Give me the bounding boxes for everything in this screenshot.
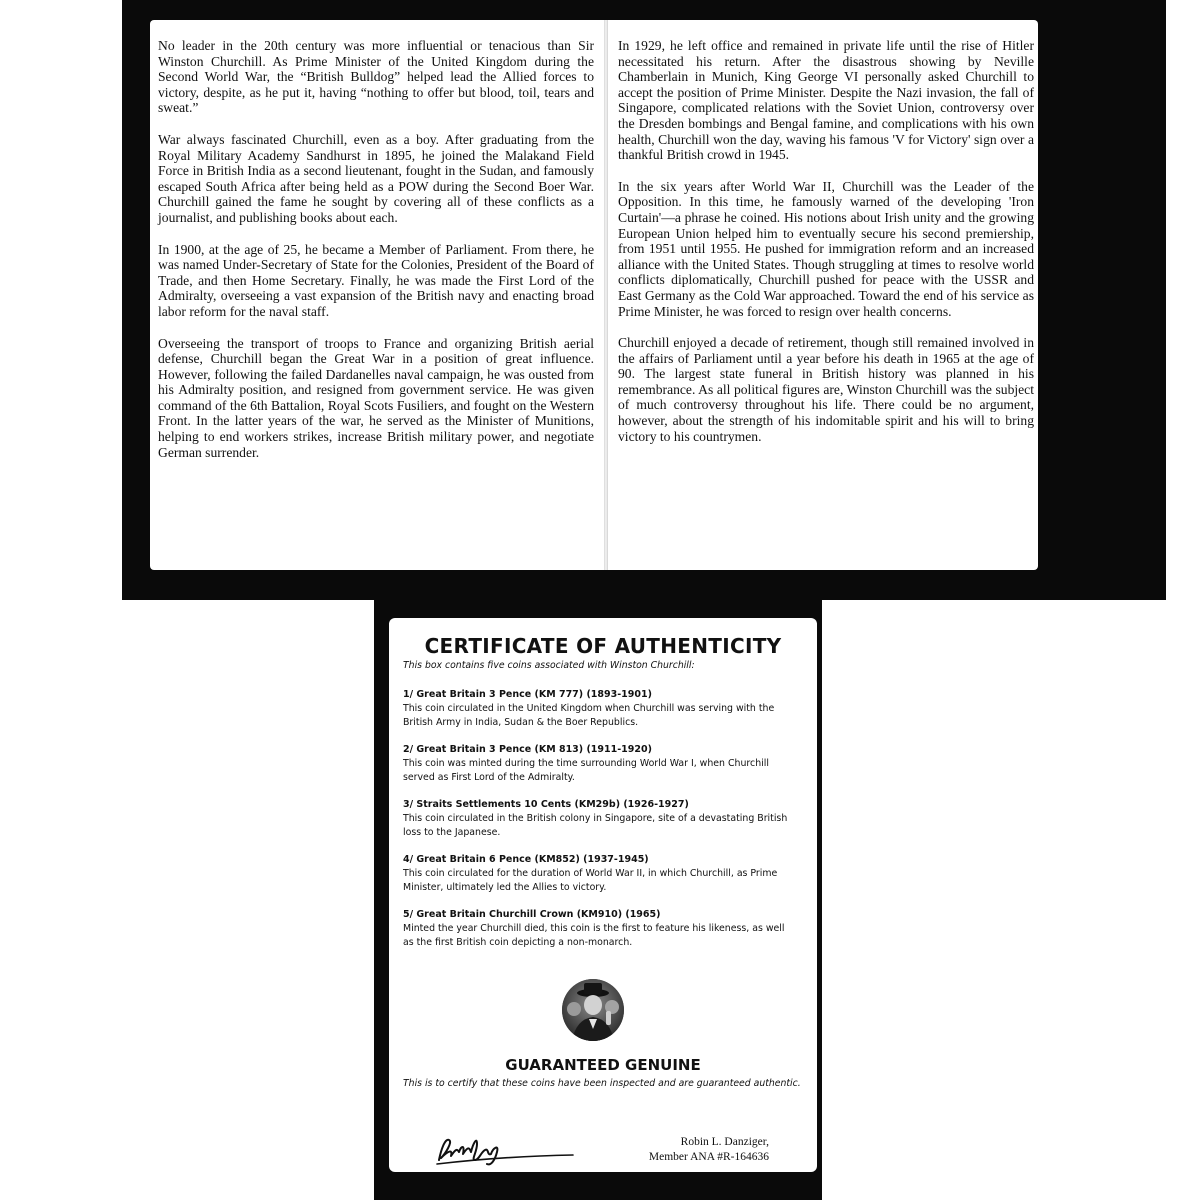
biography-paragraph: In 1929, he left office and remained in private life until the rise of Hitler necessitated his return. After the disastrous showing by Neville Chamberlain in Munich, King George VI personally asked Churchill to accept the position of Prime Minister. Despite the Nazi invasion, the fall of Singapore, complicated relations with the Soviet Union, controversy over the Dresden bombings and Bengal famine, and complications with his own health, Churchill won the day, waving his famous 'V for Victory' sign over a thankful British crowd in 1945. (618, 38, 1034, 163)
coin-entry (403, 687, 795, 729)
guarantee-text: This is to certify that these coins have been inspected and are guaranteed authentic. (403, 1078, 801, 1089)
certificate-title: CERTIFICATE OF AUTHENTICITY (424, 634, 782, 658)
biography-paragraph: In 1900, at the age of 25, he became a Member of Parliament. From there, he was named Under-Secretary of State for the Colonies, President of the Board of Trade, and then Home Secretary. Finally, he was made the First Lord of the Admiralty, overseeing a vast expansion of the British navy and enacting broad labor reform for the naval staff. (158, 241, 594, 319)
signer-credential: Member ANA #R-164636 (648, 1151, 769, 1163)
coin-description: This coin was minted during the time surrounding World War I, when Churchill served as First Lord of the Admiralty. (403, 758, 769, 783)
biography-paragraph: Overseeing the transport of troops to France and organizing British aerial defense, Churchill began the Great War in a position of great influence. However, following the failed Dardanelles naval campaign, he was ousted from his Admiralty position, and resigned from government service. He was given command of the 6th Battalion, Royal Scots Fusiliers, and fought on the Western Front. In the latter years of the war, he served as the Minister of Munitions, helping to end workers strikes, increase British military power, and negotiate German surrender. (158, 335, 594, 460)
coin-title: 3/ Straits Settlements 10 Cents (KM29b) (1926-1927) (403, 799, 689, 810)
coin-description: This coin circulated in the United Kingdom when Churchill was serving with the British Army in India, Sudan & the Boer Republics. (403, 703, 775, 728)
signer-name: Robin L. Danziger, (680, 1136, 769, 1148)
coin-entry (403, 742, 795, 784)
coin-entry (403, 797, 795, 839)
churchill-portrait (562, 979, 624, 1041)
signer-block (649, 1135, 769, 1165)
biography-left-page (150, 20, 604, 570)
coin-description: This coin circulated for the duration of World War II, in which Churchill, as Prime Minister, ultimately led the Allies to victory. (403, 868, 778, 893)
biography-paragraph: War always fascinated Churchill, even as a boy. After graduating from the Royal Military Academy Sandhurst in 1895, he joined the Malakand Field Force in British India as a second lieutenant, fought in the Sudan, and famously escaped South Africa after being held as a POW during the Second Boer War. Churchill gained the fame he sought by covering all of these conflicts as a journalist, and publishing books about each. (158, 131, 594, 225)
certificate-subtitle: This box contains five coins associated with Winston Churchill: (403, 660, 695, 671)
biography-paragraph: Churchill enjoyed a decade of retirement, though still remained involved in the affairs of Parliament until a year before his death in 1965 at the age of 90. The largest state funeral in British history was planned in his remembrance. As all political figures are, Winston Churchill was the subject of much controversy throughout his life. There could be no argument, however, about the strength of his indomitable spirit and his will to bring victory to his countrymen. (618, 335, 1034, 444)
coin-title: 1/ Great Britain 3 Pence (KM 777) (1893-1901) (403, 689, 652, 700)
coin-entry (403, 852, 795, 894)
biography-paragraph: In the six years after World War II, Churchill was the Leader of the Opposition. In this time, he famously warned of the developing 'Iron Curtain'—a phrase he coined. His notions about Irish unity and the growing European Union helped him to eventually secure his second premiership, from 1951 until 1955. He pushed for immigration reform and an increased alliance with the United States. Though struggling at times to resolve world conflicts diplomatically, Churchill pushed for peace with the USSR and East Germany as the Cold War approached. Toward the end of his service as Prime Minister, he was forced to resign over health concerns. (618, 178, 1034, 319)
certificate-card (389, 618, 817, 1172)
coin-entry (403, 907, 795, 949)
coin-description: Minted the year Churchill died, this coin is the first to feature his likeness, as well as the first British coin depicting a non-monarch. (403, 923, 785, 948)
biography-right-page (608, 20, 1038, 570)
coin-title: 5/ Great Britain Churchill Crown (KM910) (1965) (403, 909, 661, 920)
biography-paragraph: No leader in the 20th century was more influential or tenacious than Sir Winston Churchill. As Prime Minister of the United Kingdom during the Second World War, the “British Bulldog” helped lead the Allied forces to victory, despite, as he put it, having “nothing to offer but blood, toil, tears and sweat.” (158, 38, 594, 116)
coin-title: 4/ Great Britain 6 Pence (KM852) (1937-1945) (403, 854, 649, 865)
signature (431, 1130, 581, 1170)
guarantee-title: GUARANTEED GENUINE (505, 1056, 701, 1074)
coin-title: 2/ Great Britain 3 Pence (KM 813) (1911-1920) (403, 744, 652, 755)
coin-description: This coin circulated in the British colony in Singapore, site of a devastating British loss to the Japanese. (403, 813, 788, 838)
